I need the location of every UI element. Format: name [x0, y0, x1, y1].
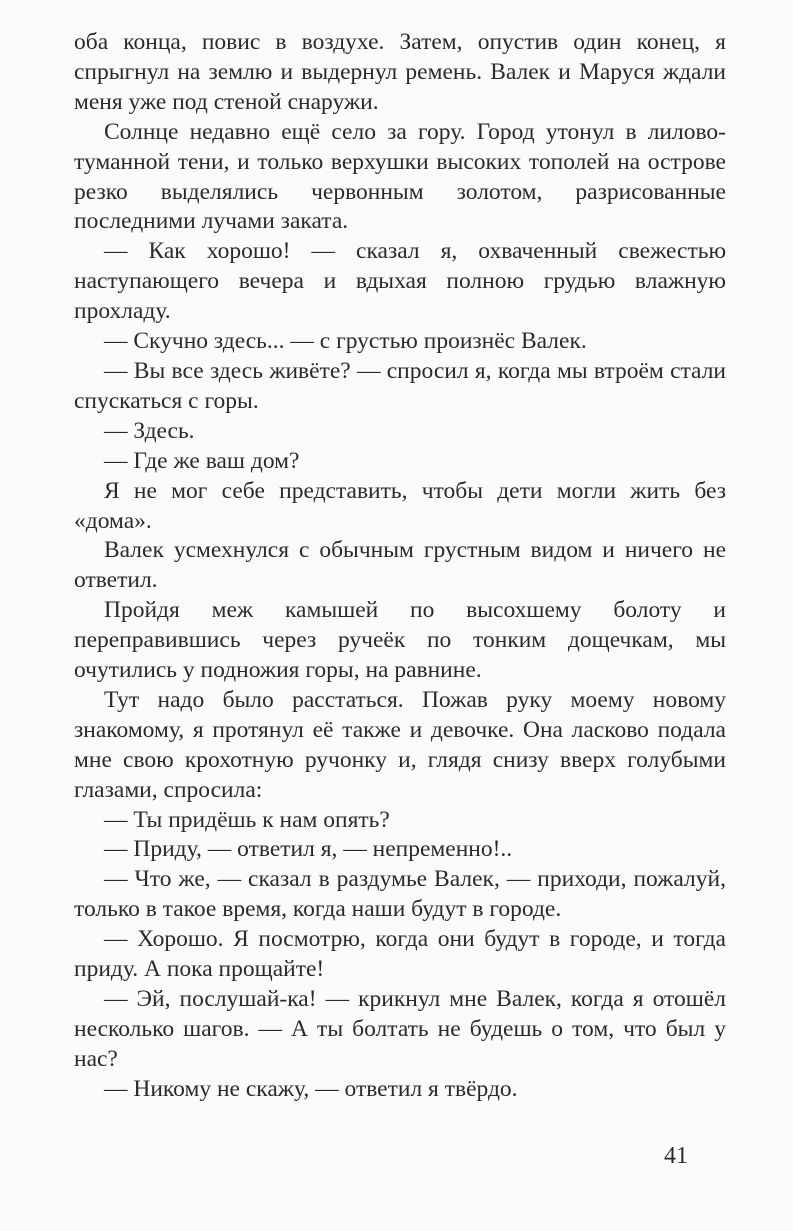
paragraph-2: Солнце недавно ещё село за гору. Город утонул в лилово-туманной тени, и только верхушки высоких тополей на острове резко выделялись червонным золотом, разрисованные последними лучами заката.: [74, 118, 726, 235]
paragraph-4: — Скучно здесь... — с грустью произнёс Валек.: [104, 328, 587, 355]
paragraph-11: Тут надо было расстаться. Пожав руку моему новому знакомому, я протянул её также и девочке. Она ласково подала мне свою крохотную ручонку и, глядя снизу вверх голубыми глазами, спросила:: [74, 686, 726, 803]
paragraph-7: — Где же ваш дом?: [104, 447, 300, 474]
paragraph-1: оба конца, повис в воздухе. Затем, опустив один конец, я спрыгнул на землю и выдернул ремень. Валек и Маруся ждали меня уже под стеной снаружи.: [74, 29, 726, 115]
paragraph-14: — Что же, — сказал в раздумье Валек, — приходи, пожалуй, только в такое время, когда наши будут в городе.: [74, 866, 726, 923]
paragraph-13: — Приду, — ответил я, — непременно!..: [104, 836, 513, 863]
paragraph-12: — Ты придёшь к нам опять?: [104, 806, 390, 833]
page-number: 41: [664, 1143, 688, 1169]
paragraph-16: — Эй, послушай-ка! — крикнул мне Валек, когда я отошёл несколько шагов. — А ты болтать не будешь о том, что был у нас?: [74, 986, 726, 1072]
paragraph-9: Валек усмехнулся с обычным грустным видом и ничего не ответил.: [74, 537, 726, 594]
paragraph-5: — Вы все здесь живёте? — спросил я, когда мы втроём стали спускаться с горы.: [74, 357, 726, 414]
paragraph-3: — Как хорошо! — сказал я, охваченный свежестью наступающего вечера и вдыхая полною грудью влажную прохладу.: [74, 238, 726, 325]
paragraph-17: — Никому не скажу, — ответил я твёрдо.: [104, 1075, 518, 1102]
paragraph-10: Пройдя меж камышей по высохшему болоту и переправившись через ручеёк по тонким дощечкам, мы очутились у подножия горы, на равнине.: [74, 597, 726, 684]
paragraph-6: — Здесь.: [104, 417, 195, 444]
paragraph-8: Я не мог себе представить, чтобы дети могли жить без «дома».: [74, 477, 726, 534]
page-text: [74, 28, 726, 1105]
paragraph-15: — Хорошо. Я посмотрю, когда они будут в городе, и тогда приду. А пока прощайте!: [74, 926, 726, 983]
